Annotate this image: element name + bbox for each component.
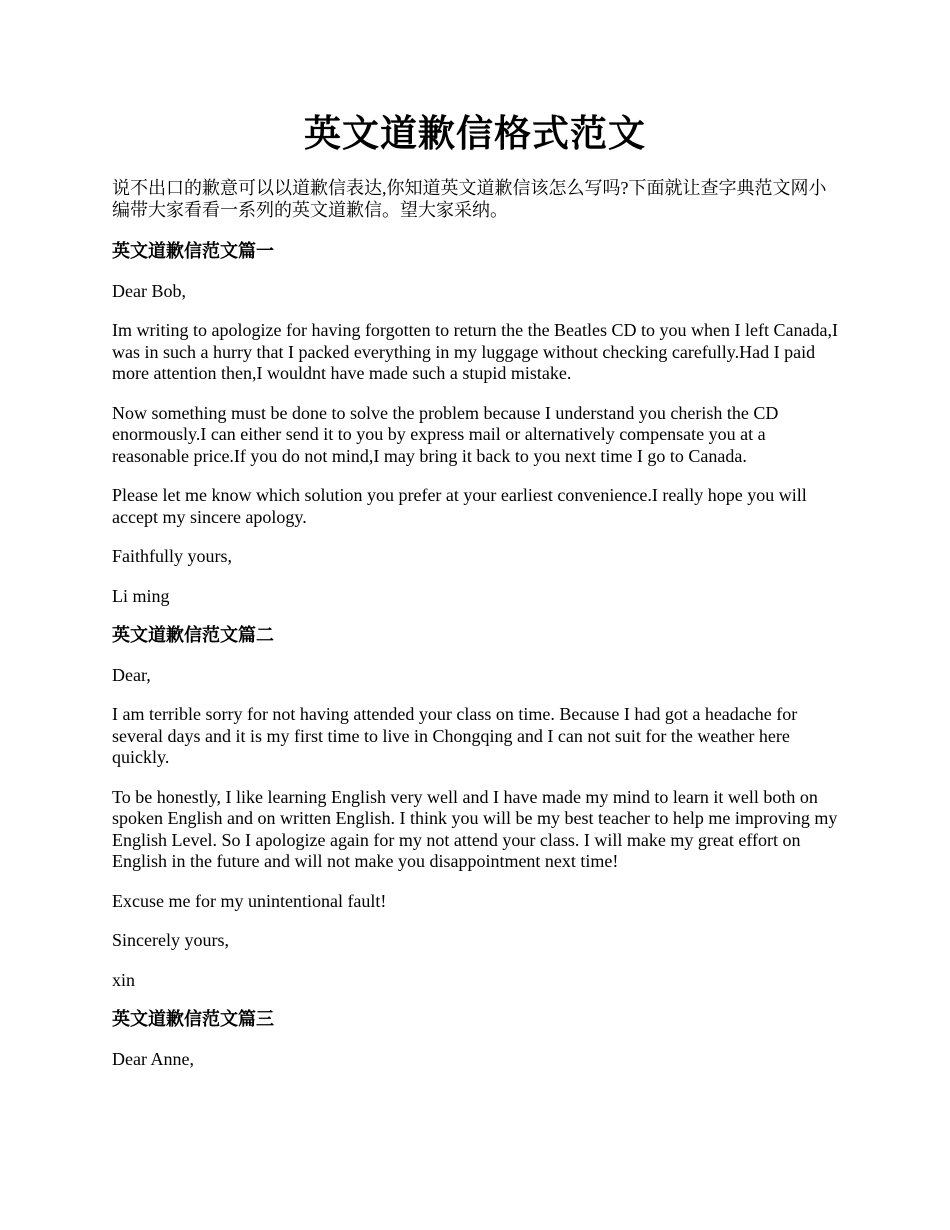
letter1-signature: Li ming (112, 585, 170, 606)
section-heading-3: 英文道歉信范文篇三 (112, 1009, 274, 1029)
letter1-closing: Faithfully yours, (112, 546, 232, 566)
section-heading-2: 英文道歉信范文篇二 (112, 625, 274, 645)
letter3-greeting: Dear Anne, (112, 1048, 194, 1069)
letter2-greeting: Dear, (112, 664, 151, 685)
letter2-signature: xin (112, 969, 136, 990)
letter1-greeting: Dear Bob, (112, 280, 186, 301)
page-title: 英文道歉信格式范文 (304, 114, 646, 155)
letter2-paragraph-1: I am terrible sorry for not having attended your class on time. Because I had got a headache for several days and it is my first time to live in Chongqing and I can not suit for the weather here quickly. (112, 704, 798, 767)
letter2-paragraph-2: To be honestly, I like learning English very well and I have made my mind to learn it well both on spoken English and on written English. I think you will be my best teacher to help me improving my English Level. So I apologize again for my not attend your class. I will make my great effort on English in the future and will not make you disappointment next time! (112, 786, 838, 871)
document-page (112, 108, 838, 1088)
letter2-closing: Sincerely yours, (112, 930, 229, 950)
letter1-paragraph-2: Now something must be done to solve the problem because I understand you cherish the CD enormously.I can either send it to you by express mail or alternatively compensate you at a reasonable price.If you do not mind,I may bring it back to you next time I go to Canada. (112, 402, 779, 466)
letter1-paragraph-3: Please let me know which solution you prefer at your earliest convenience.I really hope you will accept my sincere apology. (112, 485, 807, 527)
letter2-paragraph-3: Excuse me for my unintentional fault! (112, 890, 387, 911)
letter1-paragraph-1: Im writing to apologize for having forgotten to return the the Beatles CD to you when I left Canada,I was in such a hurry that I packed everything in my luggage without checking carefully.Had I paid more attention then,I wouldnt have made such a stupid mistake. (112, 320, 838, 383)
intro-paragraph: 说不出口的歉意可以以道歉信表达,你知道英文道歉信该怎么写吗?下面就让查字典范文网小编带大家看看一系列的英文道歉信。望大家采纳。 (112, 178, 827, 220)
section-heading-1: 英文道歉信范文篇一 (112, 241, 274, 261)
